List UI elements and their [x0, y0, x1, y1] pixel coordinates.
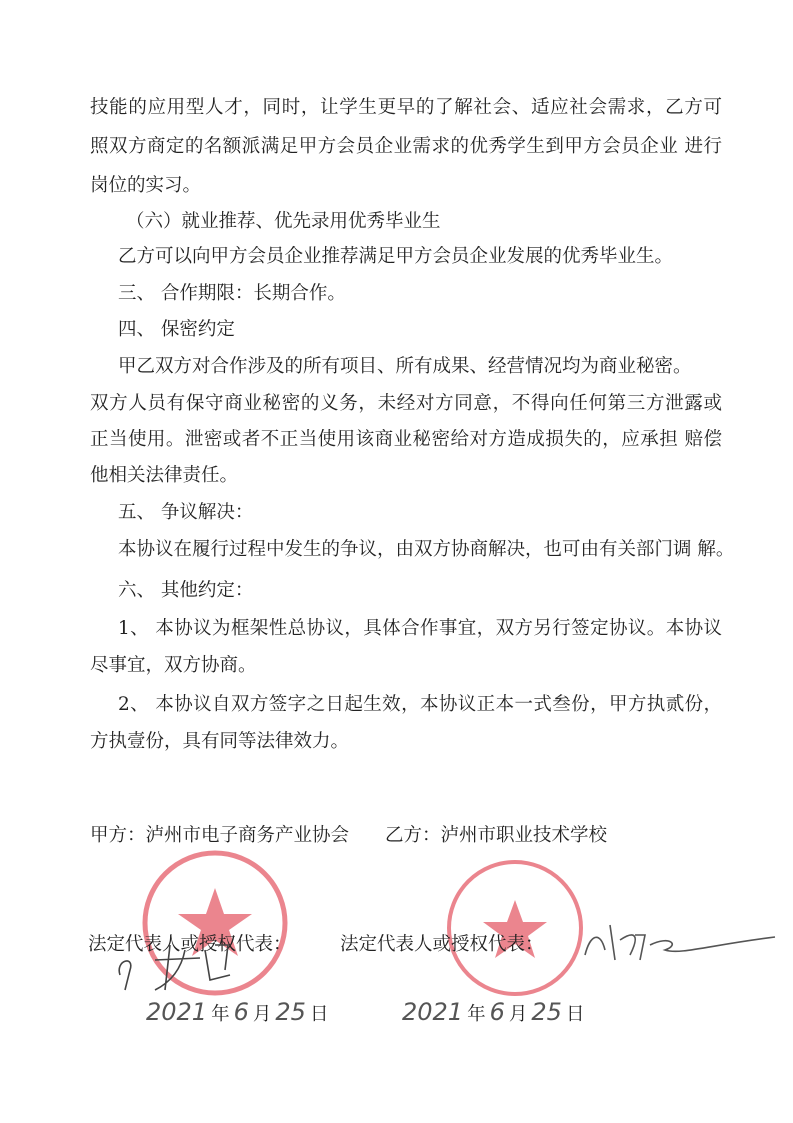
section-heading: 五、 争议解决： — [118, 502, 254, 523]
section-heading: 三、 合作期限：长期合作。 — [118, 283, 346, 304]
party-b-rep-label: 法定代表人或授权代表： — [340, 934, 544, 955]
date-day-handwritten: 25 — [275, 998, 306, 1026]
paragraph-line: 甲乙双方对合作涉及的所有项目、所有成果、经营情况均为商业秘密。 — [118, 356, 692, 377]
date-year-unit: 年 — [467, 1004, 486, 1025]
paragraph-line: 岗位的实习。 — [90, 175, 202, 196]
paragraph-line: 双方人员有保守商业秘密的义务，未经对方同意，不得向任何第三方泄露或 — [90, 393, 722, 414]
date-year-handwritten: 2021 — [402, 998, 464, 1026]
party-a-rep-label: 法定代表人或授权代表： — [88, 934, 292, 955]
party-a-label: 甲方：泸州市电子商务产业协会 — [90, 825, 350, 846]
paragraph-line: 1、 本协议为框架性总协议，具体合作事宜，双方另行签定协议。本协议 — [118, 618, 722, 639]
paragraph-line: 2、 本协议自双方签字之日起生效，本协议正本一式叁份，甲方执贰份， — [118, 694, 722, 715]
section-heading: 六、 其他约定： — [118, 580, 254, 601]
date-month-handwritten: 6 — [233, 998, 249, 1026]
party-b-date — [402, 998, 584, 1026]
party-a-signature — [110, 940, 240, 995]
section-heading: （六）就业推荐、优先录用优秀毕业生 — [126, 211, 441, 232]
party-b-signature — [580, 915, 780, 975]
party-a-date — [146, 998, 328, 1026]
paragraph-line: 尽事宜，双方协商。 — [90, 655, 257, 676]
party-b-stamp — [445, 858, 585, 998]
paragraph-line: 技能的应用型人才，同时，让学生更早的了解社会、适应社会需求，乙方可 — [90, 97, 722, 118]
paragraph-line: 乙方可以向甲方会员企业推荐满足甲方会员企业发展的优秀毕业生。 — [118, 246, 674, 267]
date-month-unit: 月 — [508, 1004, 528, 1025]
section-heading: 四、 保密约定 — [118, 319, 235, 340]
date-day-handwritten: 25 — [531, 998, 562, 1026]
paragraph-line: 照双方商定的名额派满足甲方会员企业需求的优秀学生到甲方会员企业 进行 — [90, 136, 722, 157]
paragraph-line: 他相关法律责任。 — [90, 465, 239, 486]
date-day-unit: 日 — [309, 1004, 329, 1025]
date-year-handwritten: 2021 — [146, 998, 208, 1026]
party-b-label: 乙方：泸州市职业技术学校 — [385, 825, 608, 846]
date-year-unit: 年 — [211, 1004, 230, 1025]
paragraph-line: 方执壹份，具有同等法律效力。 — [90, 731, 350, 752]
date-month-handwritten: 6 — [489, 998, 505, 1026]
date-day-unit: 日 — [565, 1004, 585, 1025]
date-month-unit: 月 — [252, 1004, 272, 1025]
paragraph-line: 正当使用。泄密或者不正当使用该商业秘密给对方造成损失的，应承担 赔偿 — [90, 429, 722, 450]
paragraph-line: 本协议在履行过程中发生的争议，由双方协商解决，也可由有关部门调 解。 — [118, 539, 735, 560]
